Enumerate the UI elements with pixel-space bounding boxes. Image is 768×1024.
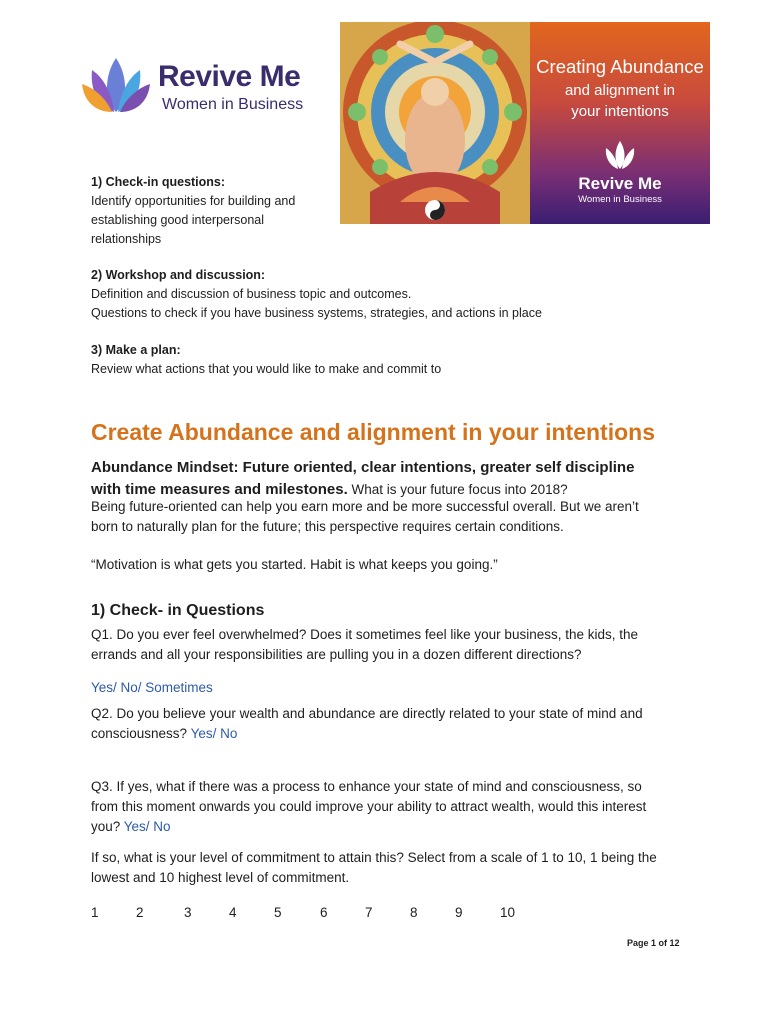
agenda-line: Questions to check if you have business systems, strategies, and actions in place <box>91 306 542 320</box>
scale-option-6[interactable]: 6 <box>320 905 328 920</box>
q3-answer[interactable]: Yes/ No <box>123 819 171 834</box>
body-line-2: born to naturally plan for the future; this perspective requires certain conditions. <box>91 519 564 534</box>
revive-me-logo <box>82 54 332 120</box>
q3-line-2: from this moment onwards you could improve your ability to attract wealth, would this interest <box>91 799 647 814</box>
commitment-line-2: lowest and 10 highest level of commitment. <box>91 870 350 885</box>
checkin-heading: 1) Check- in Questions <box>91 602 265 619</box>
mindset-question: What is your future focus into 2018? <box>347 482 568 497</box>
page-number: Page 1 of 12 <box>627 938 680 948</box>
lotus-icon <box>602 140 638 170</box>
scale-option-3[interactable]: 3 <box>184 905 192 920</box>
agenda-item-plan <box>91 341 441 379</box>
agenda-line: Identify opportunities for building and <box>91 194 296 208</box>
banner-brand: Revive Me <box>578 174 662 193</box>
scale-option-1[interactable]: 1 <box>91 905 99 920</box>
banner-subtitle-line-2: your intentions <box>571 103 669 120</box>
scale-option-8[interactable]: 8 <box>410 905 418 920</box>
agenda-item-workshop <box>91 266 542 323</box>
q3-text: you? <box>91 819 124 834</box>
banner-panel <box>530 22 710 224</box>
banner-subtitle <box>530 80 710 122</box>
banner-subtitle-line-1: and alignment in <box>564 82 676 99</box>
mindset-heading-line-1: Abundance Mindset: Future oriented, clear intentions, greater self discipline <box>91 459 635 476</box>
header-banner <box>340 22 710 224</box>
q2-line-2 <box>91 724 237 744</box>
q2-answer[interactable]: Yes/ No <box>190 726 238 741</box>
quote: “Motivation is what gets you started. Habit is what keeps you going.” <box>91 557 498 572</box>
banner-brand-subtitle: Women in Business <box>578 194 662 205</box>
scale-option-2[interactable]: 2 <box>136 905 144 920</box>
logo-title: Revive Me <box>158 60 301 93</box>
scale-option-7[interactable]: 7 <box>365 905 373 920</box>
logo-subtitle: Women in Business <box>162 96 304 113</box>
agenda-heading: 2) Workshop and discussion: <box>91 268 266 282</box>
body-line-1: Being future-oriented can help you earn more and be more successful overall. But we aren’t <box>91 499 639 514</box>
agenda-line: establishing good interpersonal <box>91 213 265 227</box>
banner-title: Creating Abundance <box>536 56 704 77</box>
q3-line-3 <box>91 817 171 837</box>
q1-answer[interactable]: Yes/ No/ Sometimes <box>91 680 213 695</box>
page-title: Create Abundance and alignment in your intentions <box>91 419 655 445</box>
mindset-bold: with time measures and milestones. <box>91 481 348 498</box>
scale-option-4[interactable]: 4 <box>229 905 237 920</box>
scale-option-5[interactable]: 5 <box>274 905 282 920</box>
agenda-line: Definition and discussion of business topic and outcomes. <box>91 287 412 301</box>
mandala-artwork <box>340 22 530 224</box>
agenda-item-checkin <box>91 173 295 249</box>
q2-line-1: Q2. Do you believe your wealth and abundance are directly related to your state of mind and <box>91 706 643 721</box>
agenda-line: relationships <box>91 232 162 246</box>
q3-line-1: Q3. If yes, what if there was a process to enhance your state of mind and consciousness, so <box>91 779 642 794</box>
commitment-line-1: If so, what is your level of commitment to attain this? Select from a scale of 1 to 10, 1 being the <box>91 850 657 865</box>
agenda-heading: 3) Make a plan: <box>91 343 181 357</box>
q1-line-1: Q1. Do you ever feel overwhelmed? Does it sometimes feel like your business, the kids, the <box>91 627 639 642</box>
scale-option-9[interactable]: 9 <box>455 905 463 920</box>
q2-text: consciousness? <box>91 726 191 741</box>
agenda-line: Review what actions that you would like to make and commit to <box>91 362 442 376</box>
lotus-icon <box>82 54 150 114</box>
scale-option-10[interactable]: 10 <box>500 905 516 920</box>
agenda-heading: 1) Check-in questions: <box>91 175 226 189</box>
q1-line-2: errands and all your responsibilities are pulling you in a dozen different directions? <box>91 647 582 662</box>
